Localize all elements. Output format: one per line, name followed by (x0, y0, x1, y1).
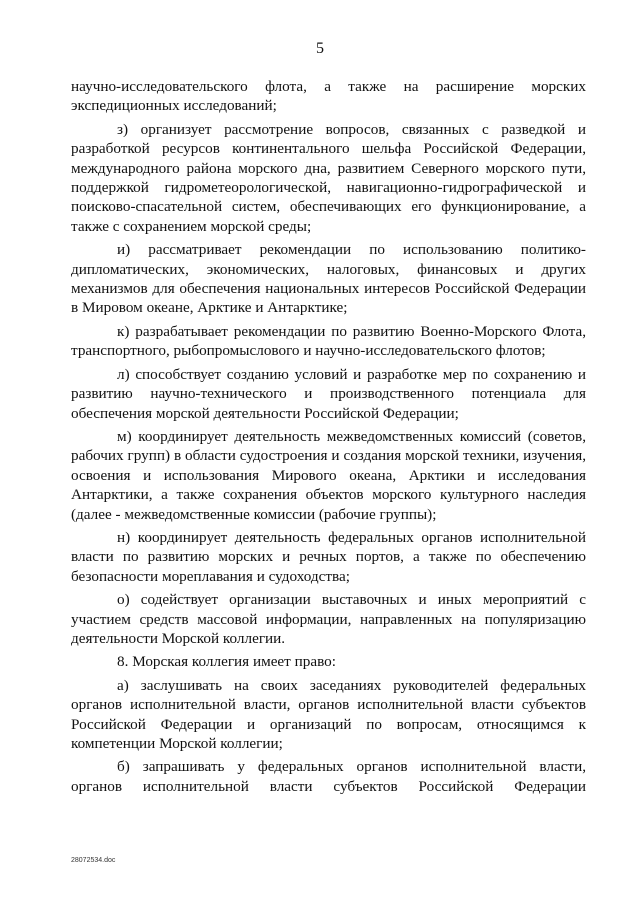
paragraph-item-z: з) организует рассмотрение вопросов, связанных с разведкой и разработкой ресурсов континентального шельфа Российской Федерации, международного района морского дна, развитием Северного морского пути, поддержкой гидрометеорологической, навигационно-гидрографической и поисково-спасательной систем, обеспечивающих его функционирование, а также с сохранением морской среды; (71, 120, 586, 235)
paragraph-item-m: м) координирует деятельность межведомственных комиссий (советов, рабочих групп) в области судостроения и создания морской техники, изучения, освоения и использования Мирового океана, Арктики и исследования Антарктики, а также сохранения объектов морского культурного наследия (далее - межведомственные комиссии (рабочие группы); (71, 427, 586, 523)
section-8-heading: 8. Морская коллегия имеет право: (117, 653, 336, 671)
document-body (71, 77, 586, 800)
paragraph-continuation: научно-исследовательского флота, а также на расширение морских экспедиционных исследований; (71, 78, 586, 115)
paragraph-item-l: л) способствует созданию условий и разработке мер по сохранению и развитию научно-технического и производственного потенциала для обеспечения морской деятельности Российской Федерации; (71, 365, 586, 422)
paragraph-item-a: а) заслушивать на своих заседаниях руководителей федеральных органов исполнительной власти, органов исполнительной власти субъектов Российской Федерации и организаций по вопросам, относящимся к компетенции Морской коллегии; (71, 676, 586, 752)
page-number: 5 (316, 40, 324, 57)
paragraph-item-n: н) координирует деятельность федеральных органов исполнительной власти по развитию морских и речных портов, а также по обеспечению безопасности мореплавания и судоходства; (71, 528, 586, 585)
paragraph-item-k: к) разрабатывает рекомендации по развитию Военно-Морского Флота, транспортного, рыбопромыслового и научно-исследовательского флотов; (71, 322, 586, 360)
paragraph-item-i: и) рассматривает рекомендации по использованию политико-дипломатических, экономических, налоговых, финансовых и других механизмов для обеспечения национальных интересов Российской Федерации в Мировом океане, Арктике и Антарктике; (71, 241, 586, 317)
document-filename: 28072534.doc (71, 857, 116, 864)
paragraph-item-b: б) запрашивать у федеральных органов исполнительной власти, органов исполнительной власти субъектов Российской Федерации (71, 758, 586, 795)
paragraph-item-o: о) содействует организации выставочных и иных мероприятий с участием средств массовой информации, направленных на популяризацию деятельности Морской коллегии. (71, 591, 586, 647)
